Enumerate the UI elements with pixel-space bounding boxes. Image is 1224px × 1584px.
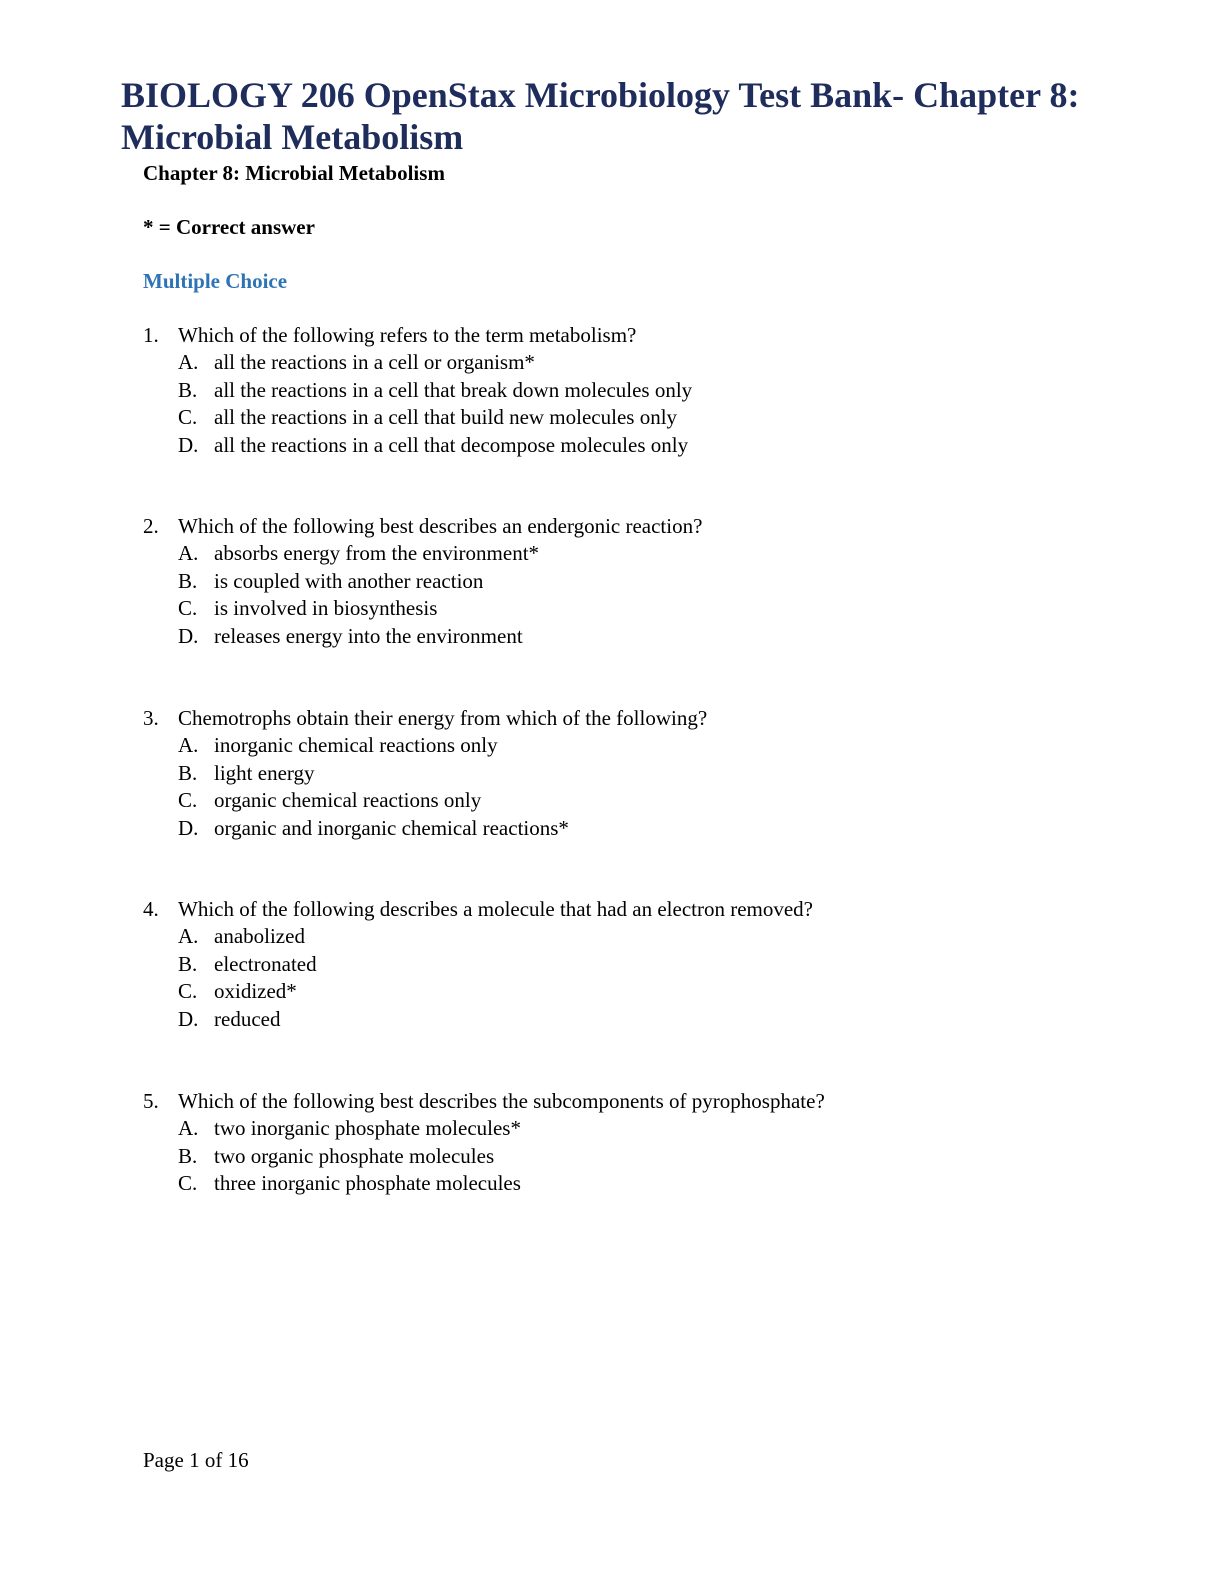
- question-4: [143, 896, 1083, 1033]
- option-letter: D.: [178, 1006, 199, 1031]
- option-letter: B.: [178, 1143, 198, 1168]
- option-text: anabolized: [214, 924, 305, 949]
- question-2: [143, 513, 1083, 650]
- question-text: Which of the following best describes the subcomponents of pyrophosphate?: [178, 1089, 825, 1113]
- answer-option: [143, 404, 1083, 431]
- option-letter: A.: [178, 350, 199, 375]
- option-text: oxidized*: [214, 979, 297, 1004]
- option-text: light energy: [214, 760, 315, 785]
- option-letter: C.: [178, 1171, 198, 1196]
- page-number: Page 1 of 16: [143, 1448, 249, 1472]
- question-5: [143, 1088, 1083, 1198]
- answer-option: [143, 1115, 1083, 1142]
- option-letter: D.: [178, 815, 199, 840]
- option-letter: C.: [178, 596, 198, 621]
- option-text: is involved in biosynthesis: [214, 596, 438, 621]
- answer-option: [143, 760, 1083, 787]
- answer-option: [143, 540, 1083, 567]
- option-text: organic chemical reactions only: [214, 788, 482, 813]
- option-text: two organic phosphate molecules: [214, 1143, 495, 1168]
- option-text: all the reactions in a cell or organism*: [214, 350, 535, 375]
- option-text: electronated: [214, 951, 317, 976]
- answer-option: [143, 815, 1083, 842]
- option-text: two inorganic phosphate molecules*: [214, 1116, 521, 1141]
- option-text: organic and inorganic chemical reactions*: [214, 815, 569, 840]
- option-letter: A.: [178, 924, 199, 949]
- section-heading: Multiple Choice: [143, 269, 288, 293]
- question-text: Which of the following describes a molecule that had an electron removed?: [178, 897, 814, 921]
- option-letter: C.: [178, 979, 198, 1004]
- answer-option: [143, 595, 1083, 622]
- option-text: inorganic chemical reactions only: [214, 733, 498, 758]
- answer-option: [143, 951, 1083, 978]
- answer-option: [143, 923, 1083, 950]
- option-text: releases energy into the environment: [214, 623, 523, 648]
- question-number: 2.: [143, 514, 159, 538]
- question-text: Which of the following best describes an endergonic reaction?: [178, 514, 703, 538]
- answer-option: [143, 568, 1083, 595]
- option-letter: D.: [178, 432, 199, 457]
- option-letter: B.: [178, 377, 198, 402]
- answer-option: [143, 1143, 1083, 1170]
- chapter-heading: Chapter 8: Microbial Metabolism: [143, 161, 445, 185]
- question-stem: [143, 322, 1083, 349]
- question-1: [143, 322, 1083, 459]
- option-letter: B.: [178, 951, 198, 976]
- answer-option: [143, 349, 1083, 376]
- option-text: all the reactions in a cell that break down molecules only: [214, 377, 693, 402]
- question-3: [143, 705, 1083, 842]
- question-number: 1.: [143, 323, 159, 347]
- answer-option: [143, 1006, 1083, 1033]
- question-stem: [143, 705, 1083, 732]
- option-letter: A.: [178, 1116, 199, 1141]
- question-stem: [143, 513, 1083, 540]
- option-letter: A.: [178, 541, 199, 566]
- option-letter: C.: [178, 788, 198, 813]
- option-letter: D.: [178, 623, 199, 648]
- question-stem: [143, 1088, 1083, 1115]
- answer-option: [143, 377, 1083, 404]
- question-number: 4.: [143, 897, 159, 921]
- answer-option: [143, 432, 1083, 459]
- question-number: 3.: [143, 706, 159, 730]
- question-text: Chemotrophs obtain their energy from which of the following?: [178, 706, 708, 730]
- option-letter: C.: [178, 405, 198, 430]
- option-text: reduced: [214, 1006, 281, 1031]
- answer-option: [143, 978, 1083, 1005]
- option-letter: B.: [178, 760, 198, 785]
- question-number: 5.: [143, 1089, 159, 1113]
- answer-option: [143, 1170, 1083, 1197]
- question-text: Which of the following refers to the term metabolism?: [178, 323, 637, 347]
- answer-option: [143, 732, 1083, 759]
- option-letter: A.: [178, 733, 199, 758]
- answer-option: [143, 787, 1083, 814]
- page-title: BIOLOGY 206 OpenStax Microbiology Test Bank- Chapter 8: Microbial Metabolism: [121, 75, 1080, 157]
- option-text: absorbs energy from the environment*: [214, 541, 540, 566]
- question-stem: [143, 896, 1083, 923]
- answer-legend: * = Correct answer: [143, 215, 315, 239]
- option-text: is coupled with another reaction: [214, 568, 484, 593]
- option-letter: B.: [178, 568, 198, 593]
- answer-option: [143, 623, 1083, 650]
- option-text: all the reactions in a cell that decompose molecules only: [214, 432, 689, 457]
- option-text: three inorganic phosphate molecules: [214, 1171, 521, 1196]
- option-text: all the reactions in a cell that build new molecules only: [214, 405, 678, 430]
